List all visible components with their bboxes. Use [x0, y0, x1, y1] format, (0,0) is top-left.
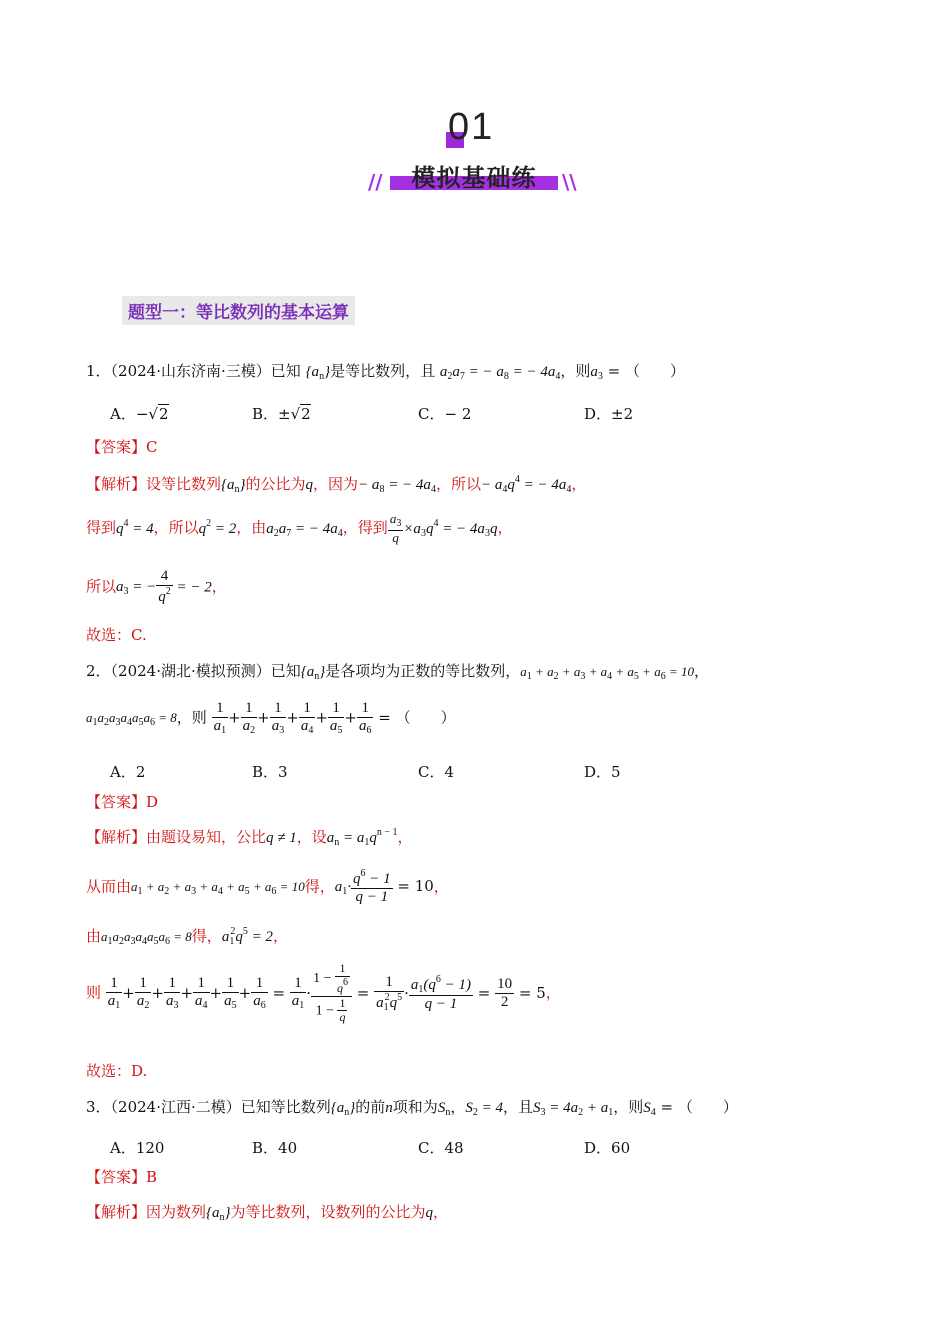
q1-analysis-line3: 所以$a_3$ = − $\frac{4}{q^2}$ = − 2， [86, 568, 227, 606]
chapter-banner [390, 158, 558, 192]
chapter-number: 01 [448, 106, 495, 148]
q2-stem-line1: 2．（2024·湖北·模拟预测）已知$\{a_n\}$是各项均为正数的等比数列，$a_1 + a_2 + a_3 + a_4 + a_5 + a_6 = 10$， [86, 662, 709, 682]
chapter-title: 模拟基础练 [411, 164, 537, 192]
q1-analysis-line1: 【解析】设等比数列$\{a_n\}$的公比为q，因为− $a_8$ = − $4a_4$，所以− $a_4q^4$ = − $4a_4$， [86, 474, 587, 495]
q3-option-d: D．60 [584, 1139, 631, 1157]
q2-analysis-line3: 由$a_1a_2a_3a_4a_5a_6 = 8$得，$a_1^2q^5 = 2$， [86, 926, 288, 947]
deco-slash-left: // [368, 170, 383, 194]
q1-stem: 1．（2024·山东济南·三模）已知 $\{a_n\}$是等比数列，且 $a_2a_7$ = − $a_8$ = − $4a_4$，则$a_3$ = （ ） [86, 362, 685, 382]
q3-option-a: A．120 [110, 1139, 165, 1157]
q2-option-a: A．2 [110, 763, 146, 781]
deco-slash-right: \\ [562, 170, 577, 194]
q1-option-b: B．±√2 [252, 405, 311, 423]
q1-answer: 【答案】C [86, 438, 158, 456]
q1-conclusion: 故选：C. [86, 626, 147, 644]
q3-analysis-line1: 【解析】因为数列$\{a_n\}$为等比数列，设数列的公比为q， [86, 1203, 449, 1223]
q1-option-c: C．− 2 [418, 405, 472, 423]
q2-analysis-line4: 则 $\frac{1}{a_1}$ + $\frac{1}{a_2}$ + $\frac{1}{a_3}$ + $\frac{1}{a_4}$ + $\frac{1}{a_5}$ + $\frac{1}{a_6}$ = $\frac{1}{a_1}$ · 1 − $\frac{1}{q^6}$ 1 − $\frac{1}{q}$ = $\frac{1}{a_1^2q^5}$ · $\frac{a_1(q^6 - 1)}{q - 1}$ = $\frac{10}{2}$ = 5， [86, 961, 561, 1025]
q2-answer: 【答案】D [86, 793, 159, 811]
q2-stem-line2: $a_1a_2a_3a_4a_5a_6 = 8$，则 $\frac{1}{a_1}$ + $\frac{1}{a_2}$ + $\frac{1}{a_3}$ + $\frac{1}{a_4}$ + $\frac{1}{a_5}$ + $\frac{1}{a_6}$ = （ ） [86, 700, 456, 737]
q1-analysis-line2: 得到$q^4 = 4$，所以$q^2 = 2$，由$a_2a_7$ = − $4a_4$，得到 $\frac{a_3}{q}$ $\times a_3q^4$ = − $4a_3q$， [86, 511, 513, 545]
q2-analysis-line1: 【解析】由题设易知，公比q ≠ 1，设$a_n = a_1q^{n - 1}$， [86, 827, 413, 848]
q2-option-b: B．3 [252, 763, 288, 781]
q3-option-b: B．40 [252, 1139, 298, 1157]
q2-analysis-line2: 从而由$a_1 + a_2 + a_3 + a_4 + a_5 + a_6 = 10$得，$a_1\cdot$ $\frac{q^6 - 1}{q - 1}$ = 10， [86, 868, 449, 906]
q2-option-d: D．5 [584, 763, 621, 781]
q2-option-c: C．4 [418, 763, 455, 781]
q3-answer: 【答案】B [86, 1168, 158, 1186]
section-title: 题型一：等比数列的基本运算 [122, 296, 355, 325]
q1-option-d: D．±2 [584, 405, 634, 423]
q3-option-c: C．48 [418, 1139, 464, 1157]
q3-stem: 3．（2024·江西·二模）已知等比数列$\{a_n\}$的前n项和为$S_n$，$S_2 = 4$，且$S_3 = 4a_2 + a_1$，则$S_4$ = （ ） [86, 1098, 738, 1118]
q2-conclusion: 故选：D. [86, 1062, 148, 1080]
q1-option-a: A．−√2 [110, 405, 169, 423]
